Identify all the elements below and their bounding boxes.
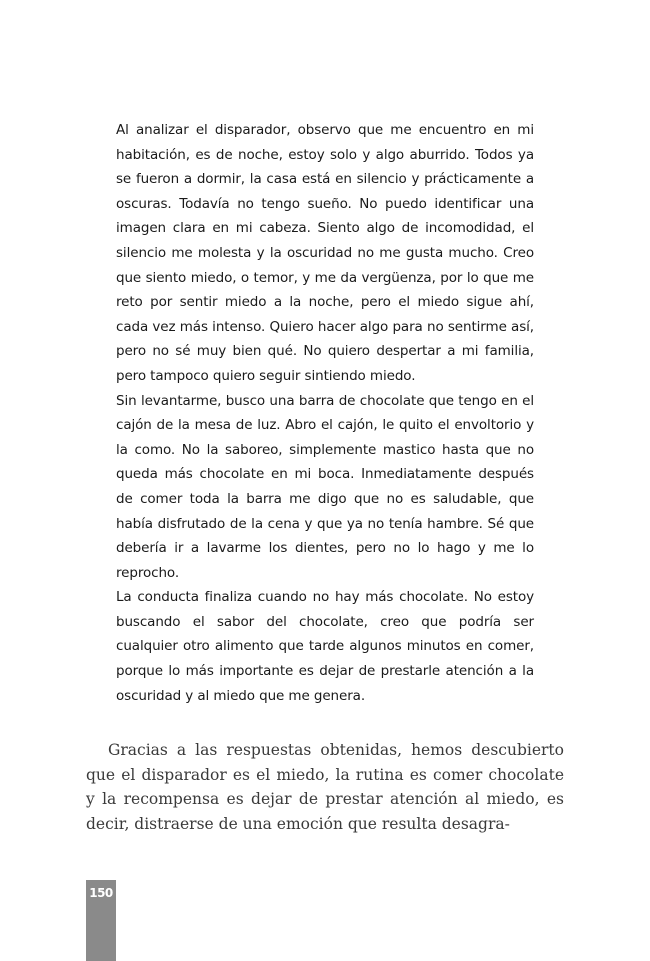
body-text <box>86 738 564 837</box>
quote-block <box>116 118 534 708</box>
quote-paragraph-2: Sin levantarme, busco una barra de chocolate que tengo en el cajón de la mesa de luz. Abro el cajón, le quito el envoltorio y la como. No la saboreo, simplemente mastico hasta que no queda más chocolate en mi boca. Inmediatamente después de comer toda la barra me digo que no es saludable, que había disfrutado de la cena y que ya no tenía hambre. Sé que debería ir a lavarme los dientes, pero no lo hago y me lo reprocho. <box>116 392 534 581</box>
quote-paragraph-1: Al analizar el disparador, observo que me encuentro en mi habitación, es de noche, estoy solo y algo aburrido. Todos ya se fueron a dormir, la casa está en silencio y prácticamente a oscuras. Todavía no tengo sueño. No puedo identificar una imagen clara en mi cabeza. Siento algo de incomodidad, el silencio me molesta y la oscuridad no me gusta mucho. Creo que siento miedo, o temor, y me da vergüenza, por lo que me reto por sentir miedo a la noche, pero el miedo sigue ahí, cada vez más intenso. Quiero hacer algo para no sentirme así, pero no sé muy bien qué. No quiero despertar a mi familia, pero tampoco quiero seguir sintiendo miedo. <box>116 122 534 384</box>
quote-paragraph-3: La conducta finaliza cuando no hay más chocolate. No estoy buscando el sabor del chocolate, creo que podría ser cualquier otro alimento que tarde algunos minutos en comer, porque lo más importante es dejar de prestarle atención a la oscuridad y al miedo que me genera. <box>116 589 534 704</box>
body-paragraph: Gracias a las respuestas obtenidas, hemos descubierto que el disparador es el miedo, la rutina es comer chocolate y la recompensa es dejar de prestar atención al miedo, es decir, distraerse de una emoción que resulta desagra- <box>86 741 564 834</box>
page-number-tab <box>86 880 116 961</box>
page-number: 150 <box>89 886 113 900</box>
